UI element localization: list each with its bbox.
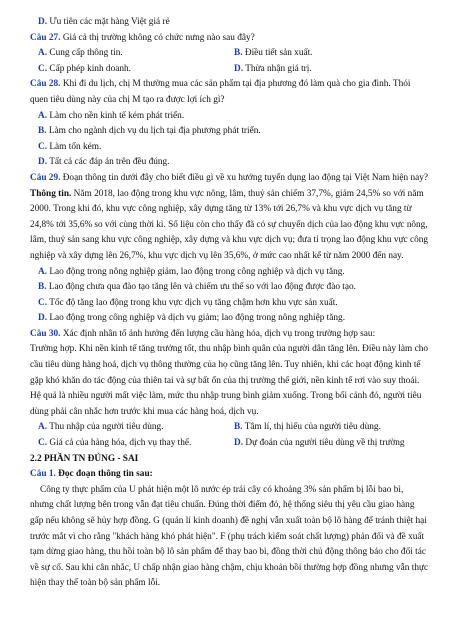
option-text: Tâm lí, thị hiếu của người tiêu dùng. bbox=[244, 422, 381, 433]
c1-line-5: tạm dừng giao hàng, thu hồi toàn bộ lô sản phẩm để thay bao bì, đồng thời chủ động thông báo cho đối tác bbox=[30, 547, 426, 558]
q29-info-line-3: 24,8% tới 35,6% so với cùng thời kì. Số liệu còn cho thấy đã có sự chuyển dịch của lao động khu vực nông, bbox=[30, 219, 428, 230]
option-label: B. bbox=[38, 126, 47, 137]
option-text: Thu nhập của người tiêu dùng. bbox=[49, 422, 164, 433]
q30-option-c bbox=[38, 436, 234, 452]
option-label: B. bbox=[38, 282, 47, 293]
q30-case-line-2: cầu tiêu dùng hàng hoá, dịch vụ thông thường của họ cũng tăng lên. Tuy nhiên, khi các hoạt động kinh tế bbox=[30, 360, 421, 371]
q30-case-line-1: Trường hợp. Khi nền kinh tế tăng trưởng tốt, thu nhập bình quân của người dân tăng lên. Điều này làm cho bbox=[30, 344, 428, 355]
q29-info-line-2: 2000. Trong khi đó, khu vực công nghiệp, xây dựng tăng từ 13% tới 26,7% và khu vực dịch vụ tăng từ bbox=[30, 204, 412, 215]
option-text: Cấp phép kinh doanh. bbox=[49, 63, 131, 74]
q27-option-c bbox=[38, 62, 234, 78]
option-label: C. bbox=[38, 438, 48, 449]
option-label: D. bbox=[38, 17, 48, 27]
option-text: Làm cho ngành dịch vụ du lịch tại địa phương phát triển. bbox=[48, 126, 261, 137]
q28-option-b bbox=[30, 124, 428, 140]
c1-line-2: nhưng chất lượng bên trong vẫn đạt tiêu chuẩn. Đúng thời điểm đó, hệ thống siêu thị yêu cầu giao hàng bbox=[30, 500, 415, 511]
q30-option-a bbox=[38, 420, 234, 436]
q30-option-b bbox=[234, 420, 381, 436]
option-label: C. bbox=[38, 141, 48, 152]
option-label: B. bbox=[234, 48, 243, 59]
info-text: Năm 2018, lao động trong khu vực nông, lâm, thuỷ sản chiếm 37,7%, giảm 24,5% so với năm bbox=[73, 188, 424, 199]
q30-case-line-5: dùng phải cân nhắc hơn trước khi mua các hàng hoá, dịch vụ. bbox=[30, 406, 259, 417]
q27-options-row-2 bbox=[30, 62, 428, 78]
question-label: Câu 28. bbox=[30, 79, 61, 90]
q30-options-row-2 bbox=[30, 436, 428, 452]
q26-option-d bbox=[30, 15, 428, 31]
q29-info-line-4: lâm, thuỷ sản sang khu vực công nghiệp, xây dựng và khu vực dịch vụ; đưa tỉ trọng lao động khu vực công bbox=[30, 235, 429, 246]
q30-stem bbox=[30, 327, 428, 343]
option-text: Lao động chưa qua đào tạo tăng lên và chiếm ưu thế so với lao động được đào tạo. bbox=[48, 282, 356, 293]
q27-option-b bbox=[234, 46, 313, 62]
option-text: Tất cả các đáp án trên đều đúng. bbox=[49, 157, 170, 168]
q29-option-c bbox=[30, 296, 428, 312]
q27-options-row-1 bbox=[30, 46, 428, 62]
option-text: Lao động trong nông nghiệp giảm, lao động trong công nghiệp và dịch vụ tăng. bbox=[49, 266, 345, 277]
option-label: A. bbox=[38, 48, 48, 59]
q29-info-line-1 bbox=[30, 187, 428, 203]
q30-case-line-3: gặp khó khăn do tác động của thiên tai và sự bất ổn của thị trường thế giới, nền kinh tế rơi vào suy thoái. bbox=[30, 375, 420, 386]
question-text: Giá cả thị trường không có chức nưng nào sau đây? bbox=[62, 32, 255, 43]
option-text: Tốc độ tăng lao động trong khu vực dịch vụ tăng chậm hơn khu vực sản xuất. bbox=[49, 297, 338, 308]
question-label: Câu 30. bbox=[30, 328, 61, 339]
option-label: B. bbox=[234, 422, 243, 433]
option-text: Làm tốn kém. bbox=[49, 141, 102, 152]
option-label: D. bbox=[234, 438, 244, 449]
option-label: D. bbox=[234, 63, 244, 74]
question-text: Khi đi du lịch, chị M thường mua các sản phẩm tại địa phương đó làm quà cho gia đình. Thói bbox=[62, 79, 411, 90]
option-label: D. bbox=[38, 313, 48, 324]
q27-option-d bbox=[234, 62, 312, 78]
c1-line-4: trước mắt vì cho rằng "khách hàng khó phát hiện". F (phụ trách kiểm soát chất lượng) phản đối và đề xuất bbox=[30, 531, 425, 542]
question-text: Đoạn thông tin dưới đây cho biết điều gì về xu hướng tuyển dụng lao động tại Việt Nam hiện nay? bbox=[62, 172, 429, 183]
option-label: A. bbox=[38, 110, 48, 121]
q30-options-row-1 bbox=[30, 420, 428, 436]
q28-option-d bbox=[30, 155, 428, 171]
q29-option-d bbox=[30, 311, 428, 327]
q29-info-line-5: nghiệp và xây dựng lên 26,7%, khu vực dịch vụ lên 35,6%, ở mức cao nhất kể từ năm 2000 đến nay. bbox=[30, 250, 404, 261]
option-label: A. bbox=[38, 422, 48, 433]
option-text: Dự đoán của người tiêu dùng về thị trường bbox=[245, 438, 405, 449]
c1-line-1: Công ty thực phẩm của U phát hiện một lô nước ép trái cây có khoảng 3% sản phẩm bị lỗi bao bì, bbox=[40, 484, 404, 495]
q27-option-a bbox=[38, 46, 234, 62]
option-text: Cung cấp thông tin. bbox=[49, 48, 123, 59]
option-text: Thừa nhận giá trị. bbox=[245, 63, 312, 74]
q29-stem bbox=[30, 171, 427, 187]
option-label: D. bbox=[38, 157, 48, 168]
option-label: C. bbox=[38, 297, 48, 308]
option-text: Ưu tiên các mặt hàng Việt giá rẻ bbox=[49, 17, 170, 27]
question-label: Câu 1. bbox=[30, 469, 56, 480]
option-text: Điều tiết sản xuất. bbox=[244, 48, 313, 59]
section-heading: 2.2 PHẦN TN ĐÚNG - SAI bbox=[30, 453, 139, 464]
c1-line-7: hiện thay thế toàn bộ sản phẩm lỗi. bbox=[30, 578, 161, 589]
q27-stem bbox=[30, 31, 428, 47]
option-text: Lao động trong công nghiệp và dịch vụ giảm; lao động trong nông nghiệp tăng. bbox=[49, 313, 346, 324]
question-text: Xác định nhân tố ảnh hưởng đến lượng cầu hàng hóa, dịch vụ trong trường hợp sau: bbox=[62, 328, 376, 339]
question-label: Câu 29. bbox=[30, 172, 61, 183]
c1-line-3: gấp nếu không sẽ hủy hợp đồng. G (quản lí kinh doanh) đề nghị vẫn xuất toàn bộ lô hàng để tránh thiệt hại bbox=[30, 516, 427, 526]
q28-option-c bbox=[30, 140, 428, 156]
c1-title bbox=[30, 467, 428, 483]
q30-case-line-4: Hệ quả là nhiều người mất việc làm, mức thu nhập trung bình giảm xuống. Trong bối cảnh đó, người tiêu bbox=[30, 391, 422, 402]
q28-option-a bbox=[30, 109, 428, 125]
option-text: Giá cả của hàng hóa, dịch vụ thay thế. bbox=[49, 438, 192, 449]
question-label: Câu 27. bbox=[30, 32, 61, 43]
option-label: A. bbox=[38, 266, 48, 277]
q30-option-d bbox=[234, 436, 405, 452]
q28-stem-line-1 bbox=[30, 77, 428, 93]
option-label: C. bbox=[38, 63, 48, 74]
q28-stem-line-2: quen tiêu dùng này của chị M tạo ra được lợi ích gì? bbox=[30, 94, 225, 105]
q29-option-b bbox=[30, 280, 428, 296]
info-label: Thông tin. bbox=[30, 188, 72, 199]
question-title: Đọc đoạn thông tin sau: bbox=[58, 469, 153, 480]
q29-option-a bbox=[30, 265, 428, 281]
c1-line-6: về sự cố. Sau khi cân nhắc, U chấp nhận giao hàng chậm, chịu khoản bồi thường hợp đồng nhưng vẫn thực bbox=[30, 562, 429, 573]
option-text: Làm cho nền kinh tế kém phát triển. bbox=[49, 110, 185, 121]
